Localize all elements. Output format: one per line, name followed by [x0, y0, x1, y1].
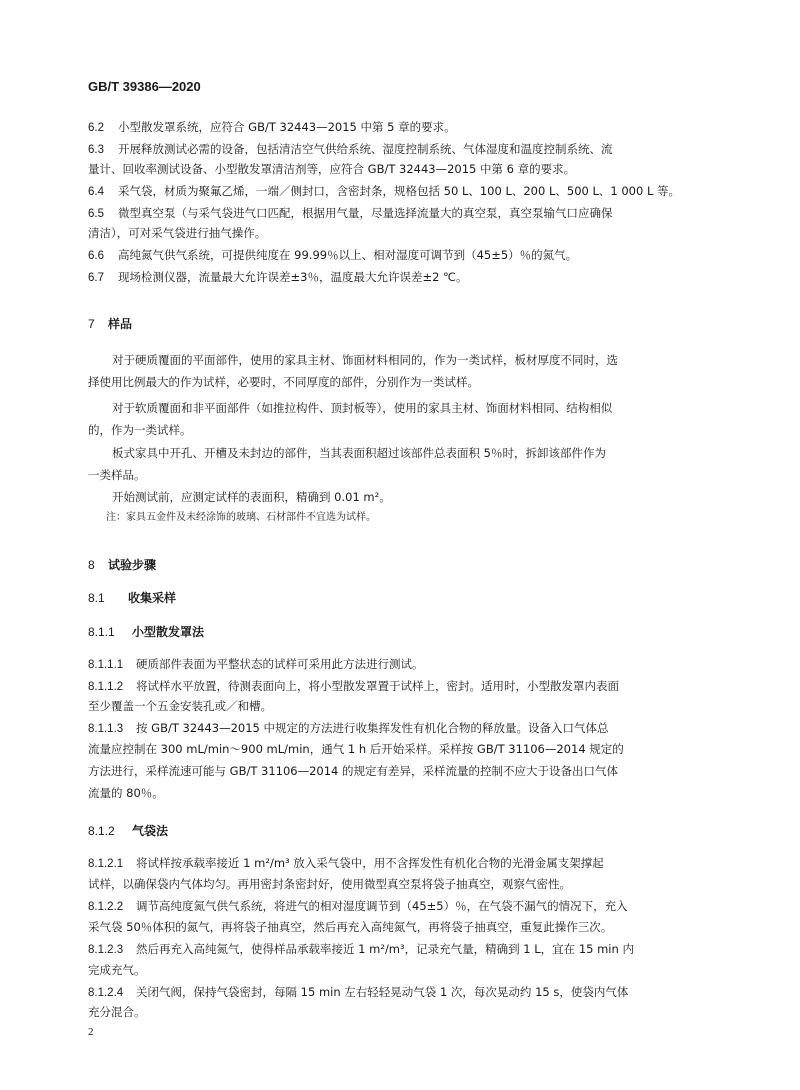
- section-title: 样品: [108, 317, 133, 331]
- page-number: 2: [88, 1026, 94, 1038]
- paragraph-line: 一类样品。: [88, 468, 146, 482]
- section-title: 气袋法: [132, 824, 169, 838]
- clause-text: 按 GB/T 32443—2015 中规定的方法进行收集挥发性有机化合物的释放量。设备入口气体总: [136, 721, 609, 735]
- paragraph-line: 对于硬质覆面的平面部件，使用的家具主材、饰面材料相同的，作为一类试样，板材厚度不同时，选: [112, 353, 618, 367]
- clause-text-continued: 试样，以确保袋内气体均匀。再用密封条密封好，使用微型真空泵将袋子抽真空，观察气密性。: [88, 877, 571, 891]
- clause-text-continued: 充分混合。: [88, 1005, 146, 1019]
- clause-text-continued: 方法进行，采样流速可能与 GB/T 31106—2014 的规定有差异，采样流量的控制不应大于设备出口气体: [88, 764, 619, 778]
- clause-text: 开展释放测试必需的设备，包括清洁空气供给系统、湿度控制系统、气体湿度和温度控制系统、流: [118, 142, 613, 156]
- clause-text-continued: 流量的 80％。: [88, 786, 164, 800]
- clause-text: 然后再充入高纯氮气，使得样品承载率接近 1 m²/m³，记录充气量，精确到 1 L，宜在 15 min 内: [136, 942, 634, 956]
- note: 注：家具五金件及未经涂饰的玻璃、石材部件不宜选为试样。: [106, 512, 376, 523]
- clause-text: 关闭气阀，保持气袋密封，每隔 15 min 左右轻轻晃动气袋 1 次，每次晃动约 15 s，使袋内气体: [136, 985, 629, 999]
- paragraph-line: 择使用比例最大的作为试样，必要时，不同厚度的部件，分别作为一类试样。: [88, 375, 479, 389]
- clause-6-2: [88, 119, 713, 136]
- clause-number: 6.3: [88, 144, 104, 156]
- clause-number: 8.1.2.3: [88, 944, 124, 956]
- section-number: 7: [88, 317, 95, 331]
- clause-6-7: [88, 269, 713, 286]
- clause-6-6: [88, 247, 713, 264]
- clause-text: 现场检测仪器，流量最大允许误差±3％，温度最大允许误差±2 ℃。: [118, 270, 468, 284]
- clause-number: 6.4: [88, 186, 104, 198]
- clause-number: 8.1.2.4: [88, 987, 124, 999]
- clause-text-continued: 流量应控制在 300 mL/min～900 mL/min，通气 1 h 后开始采样。采样按 GB/T 31106—2014 规定的: [88, 742, 624, 756]
- section-8-heading: [88, 557, 156, 573]
- clause-number: 6.5: [88, 208, 104, 220]
- clause-text-continued: 采气袋 50％体积的氮气，再将袋子抽真空，然后再充入高纯氮气，再将袋子抽真空，重复此操作三次。: [88, 920, 613, 934]
- clause-text-continued: 至少覆盖一个五金安装孔或／和槽。: [88, 699, 272, 713]
- section-title: 收集采样: [128, 591, 177, 605]
- clause-text: 采气袋，材质为聚氟乙烯，一端／侧封口，含密封条，规格包括 50 L、100 L、200 L、500 L、1 000 L 等。: [118, 184, 681, 198]
- clause-number: 6.2: [88, 122, 104, 134]
- clause-text: 将试样水平放置，待测表面向上，将小型散发罩置于试样上，密封。适用时，小型散发罩内表面: [136, 679, 619, 693]
- clause-number: 8.1.1.1: [88, 659, 124, 671]
- paragraph-line: 对于软质覆面和非平面部件（如推拉构件、顶封板等），使用的家具主材、饰面材料相同、结构相似: [112, 401, 613, 415]
- clause-text: 硬质部件表面为平整状态的试样可采用此方法进行测试。: [136, 657, 424, 671]
- paragraph-line: 板式家具中开孔、开槽及未封边的部件，当其表面积超过该部件总表面积 5％时，拆卸该部件作为: [112, 446, 606, 460]
- clause-number: 6.7: [88, 272, 104, 284]
- clause-6-4: [88, 183, 713, 200]
- section-number: 8.1: [88, 591, 105, 605]
- clause-text: 调节高纯度氮气供气系统，将进气的相对湿度调节到（45±5）％，在气袋不漏气的情况下，充入: [136, 899, 628, 913]
- clause-number: 8.1.1.2: [88, 681, 124, 693]
- clause-8-1-2-3: [88, 941, 713, 958]
- clause-8-1-2-1: [88, 855, 713, 872]
- clause-text-continued: 量计、回收率测试设备、小型散发罩清洁剂等，应符合 GB/T 32443—2015 中第 6 章的要求。: [88, 162, 576, 176]
- clause-8-1-2-2: [88, 898, 713, 915]
- paragraph: [88, 445, 713, 461]
- clause-8-1-1-1: [88, 656, 713, 673]
- clause-text: 高纯氮气供气系统，可提供纯度在 99.99％以上、相对湿度可调节到（45±5）％的氮气。: [118, 248, 578, 262]
- section-number: 8: [88, 558, 95, 572]
- clause-6-3: [88, 141, 713, 158]
- clause-number: 8.1.2.2: [88, 901, 124, 913]
- paragraph: [88, 400, 713, 416]
- paragraph-line: 的，作为一类试样。: [88, 423, 192, 437]
- clause-6-5: [88, 205, 713, 222]
- clause-number: 8.1.1.3: [88, 723, 124, 735]
- clause-8-1-1-3: [88, 720, 713, 737]
- section-title: 小型散发罩法: [132, 625, 205, 639]
- section-8-1-2-heading: [88, 823, 168, 839]
- clause-number: 8.1.2.1: [88, 858, 124, 870]
- clause-text: 微型真空泵（与采气袋进气口匹配，根据用气量，尽量选择流量大的真空泵，真空泵输气口应确保: [118, 206, 613, 220]
- clause-text-continued: 完成充气。: [88, 963, 146, 977]
- clause-text: 小型散发罩系统，应符合 GB/T 32443—2015 中第 5 章的要求。: [118, 120, 456, 134]
- clause-text-continued: 清洁），可对采气袋进行抽气操作。: [88, 226, 267, 240]
- standard-code-header: GB/T 39386—2020: [88, 79, 201, 94]
- section-number: 8.1.1: [88, 625, 115, 639]
- paragraph: [88, 489, 713, 505]
- section-title: 试验步骤: [108, 558, 157, 572]
- clause-8-1-2-4: [88, 984, 713, 1001]
- clause-8-1-1-2: [88, 678, 713, 695]
- section-7-heading: [88, 316, 132, 332]
- paragraph: [88, 352, 713, 368]
- section-number: 8.1.2: [88, 824, 115, 838]
- paragraph-line: 开始测试前，应测定试样的表面积，精确到 0.01 m²。: [112, 490, 391, 504]
- section-8-1-heading: [88, 590, 176, 606]
- clause-text: 将试样按承载率接近 1 m²/m³ 放入采气袋中，用不含挥发性有机化合物的光滑金属支架撑起: [136, 856, 604, 870]
- clause-number: 6.6: [88, 250, 104, 262]
- section-8-1-1-heading: [88, 624, 204, 640]
